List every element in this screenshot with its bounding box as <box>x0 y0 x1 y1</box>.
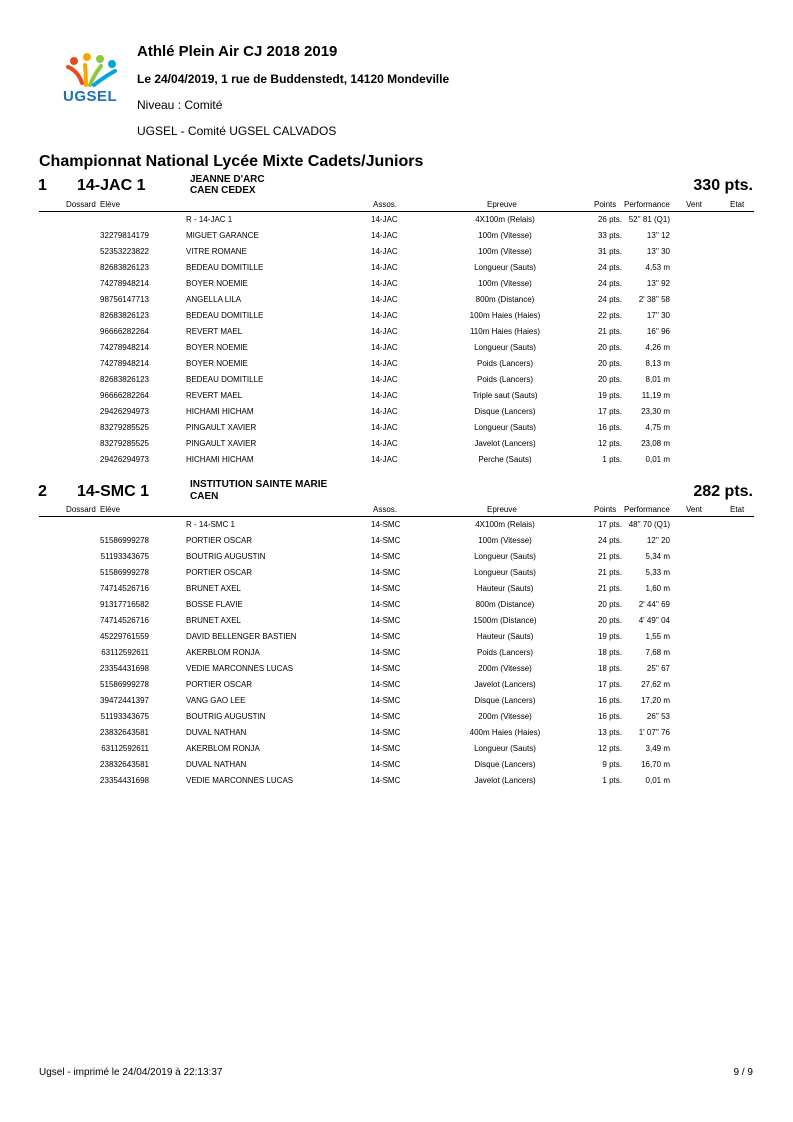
cell-dossard: 51193343675 <box>100 552 149 561</box>
cell-eleve: PINGAULT XAVIER <box>186 439 257 448</box>
cell-eleve: PORTIER OSCAR <box>186 568 253 577</box>
cell-eleve: R - 14-SMC 1 <box>186 520 235 529</box>
cell-points: 17 pts. <box>597 680 622 689</box>
table-row <box>0 436 793 452</box>
cell-points: 17 pts. <box>597 407 622 416</box>
cell-dossard: 51193343675 <box>100 712 149 721</box>
page-title: Athlé Plein Air CJ 2018 2019 <box>137 43 338 60</box>
cell-dossard: 82683826123 <box>100 311 149 320</box>
cell-eleve: PINGAULT XAVIER <box>186 423 257 432</box>
cell-eleve: BOYER NOEMIE <box>186 343 248 352</box>
cell-epreuve: Javelot (Lancers) <box>474 680 536 689</box>
cell-assos: 14-JAC <box>371 423 398 432</box>
table-row <box>0 597 793 613</box>
cell-points: 20 pts. <box>597 359 622 368</box>
cell-points: 20 pts. <box>597 616 622 625</box>
cell-eleve: BOYER NOEMIE <box>186 359 248 368</box>
cell-eleve: BEDEAU DOMITILLE <box>186 311 264 320</box>
cell-points: 24 pts. <box>597 536 622 545</box>
cell-dossard: 82683826123 <box>100 375 149 384</box>
cell-assos: 14-SMC <box>371 648 401 657</box>
table-row <box>0 661 793 677</box>
table-row <box>0 340 793 356</box>
cell-epreuve: 100m (Vitesse) <box>478 247 532 256</box>
cell-performance: 27,62 m <box>641 680 670 689</box>
cell-eleve: DUVAL NATHAN <box>186 728 247 737</box>
cell-epreuve: 100m (Vitesse) <box>478 231 532 240</box>
table-row <box>0 741 793 757</box>
cell-epreuve: Javelot (Lancers) <box>474 776 536 785</box>
table-row <box>0 629 793 645</box>
cell-epreuve: Longueur (Sauts) <box>474 263 536 272</box>
cell-performance: 2' 44'' 69 <box>638 600 670 609</box>
cell-eleve: R - 14-JAC 1 <box>186 215 233 224</box>
cell-points: 21 pts. <box>597 584 622 593</box>
team-rank: 2 <box>38 483 47 500</box>
col-epreuve: Epreuve <box>487 505 517 514</box>
cell-points: 19 pts. <box>597 632 622 641</box>
cell-performance: 4,26 m <box>645 343 670 352</box>
cell-points: 21 pts. <box>597 568 622 577</box>
cell-eleve: AKERBLOM RONJA <box>186 648 260 657</box>
table-row <box>0 725 793 741</box>
cell-assos: 14-SMC <box>371 744 401 753</box>
col-assos: Assos. <box>373 505 398 514</box>
cell-dossard: 51586999278 <box>100 536 149 545</box>
table-row <box>0 549 793 565</box>
table-row <box>0 212 793 228</box>
table-row <box>0 613 793 629</box>
col-eleve: Elève <box>100 505 121 514</box>
cell-dossard: 74278948214 <box>100 359 149 368</box>
team-points: 282 pts. <box>693 483 753 500</box>
cell-dossard: 23354431698 <box>100 664 149 673</box>
col-points: Points <box>594 505 617 514</box>
cell-performance: 5,33 m <box>645 568 670 577</box>
results-table <box>0 517 793 789</box>
col-etat: Etat <box>730 505 745 514</box>
cell-eleve: MIGUET GARANCE <box>186 231 259 240</box>
team-name-line2: CAEN <box>190 491 219 502</box>
cell-performance: 8,01 m <box>645 375 670 384</box>
cell-performance: 16,70 m <box>641 760 670 769</box>
print-timestamp: Ugsel - imprimé le 24/04/2019 à 22:13:37 <box>39 1067 223 1078</box>
cell-dossard: 63112592611 <box>101 648 149 657</box>
cell-assos: 14-JAC <box>371 455 398 464</box>
table-row <box>0 356 793 372</box>
team-name-line2: CAEN CEDEX <box>190 185 256 196</box>
cell-epreuve: Poids (Lancers) <box>476 359 534 368</box>
cell-points: 24 pts. <box>597 279 622 288</box>
team-code: 14-JAC 1 <box>77 177 146 194</box>
cell-epreuve: 4X100m (Relais) <box>475 215 535 224</box>
logo-text: UGSEL <box>63 88 118 105</box>
cell-eleve: VEDIE MARCONNES LUCAS <box>186 664 294 673</box>
cell-epreuve: Longueur (Sauts) <box>474 568 536 577</box>
cell-points: 1 pts. <box>602 776 622 785</box>
cell-dossard: 74278948214 <box>100 343 149 352</box>
table-row <box>0 517 793 533</box>
cell-points: 20 pts. <box>597 600 622 609</box>
cell-eleve: ANGELLA LILA <box>186 295 242 304</box>
cell-assos: 14-SMC <box>371 728 401 737</box>
cell-dossard: 29426294973 <box>100 455 149 464</box>
cell-dossard: 96666282264 <box>100 391 149 400</box>
cell-dossard: 74714526716 <box>100 584 149 593</box>
team-name-line1: JEANNE D'ARC <box>190 174 265 185</box>
cell-assos: 14-SMC <box>371 776 401 785</box>
table-row <box>0 308 793 324</box>
cell-performance: 17,20 m <box>641 696 670 705</box>
cell-epreuve: 400m Haies (Haies) <box>469 728 541 737</box>
cell-assos: 14-SMC <box>371 712 401 721</box>
cell-performance: 5,34 m <box>645 552 670 561</box>
results-table <box>0 212 793 468</box>
cell-eleve: HICHAMI HICHAM <box>186 407 254 416</box>
cell-points: 1 pts. <box>602 455 622 464</box>
cell-points: 33 pts. <box>597 231 622 240</box>
table-row <box>0 645 793 661</box>
cell-eleve: BOSSE FLAVIE <box>186 600 243 609</box>
cell-assos: 14-SMC <box>371 568 401 577</box>
table-row <box>0 276 793 292</box>
cell-performance: 2' 38'' 58 <box>638 295 670 304</box>
cell-eleve: BOUTRIG AUGUSTIN <box>186 552 266 561</box>
cell-points: 20 pts. <box>597 343 622 352</box>
cell-assos: 14-JAC <box>371 343 398 352</box>
table-row <box>0 324 793 340</box>
cell-performance: 4' 49'' 04 <box>638 616 670 625</box>
cell-epreuve: Hauteur (Sauts) <box>476 584 534 593</box>
cell-epreuve: 100m (Vitesse) <box>478 279 532 288</box>
table-row <box>0 757 793 773</box>
col-dossard: Dossard <box>66 505 96 514</box>
cell-eleve: VANG GAO LEE <box>186 696 246 705</box>
table-row <box>0 709 793 725</box>
table-row <box>0 533 793 549</box>
cell-dossard: 96666282264 <box>100 327 149 336</box>
cell-eleve: BRUNET AXEL <box>186 584 241 593</box>
cell-epreuve: 100m Haies (Haies) <box>469 311 541 320</box>
table-row <box>0 773 793 789</box>
cell-assos: 14-JAC <box>371 247 398 256</box>
team-code: 14-SMC 1 <box>77 483 150 500</box>
event-date-location: Le 24/04/2019, 1 rue de Buddenstedt, 14120 Mondeville <box>137 72 450 86</box>
cell-points: 18 pts. <box>597 664 622 673</box>
cell-performance: 7,68 m <box>645 648 670 657</box>
cell-performance: 23,30 m <box>641 407 670 416</box>
cell-dossard: 32279814179 <box>100 231 149 240</box>
cell-assos: 14-JAC <box>371 231 398 240</box>
cell-epreuve: 800m (Distance) <box>475 295 535 304</box>
cell-assos: 14-SMC <box>371 584 401 593</box>
cell-dossard: 29426294973 <box>100 407 149 416</box>
cell-performance: 0,01 m <box>645 776 670 785</box>
col-etat: Etat <box>730 200 745 209</box>
cell-epreuve: Disque (Lancers) <box>474 407 536 416</box>
cell-performance: 8,13 m <box>645 359 670 368</box>
cell-points: 19 pts. <box>597 391 622 400</box>
cell-points: 24 pts. <box>597 295 622 304</box>
col-performance: Performance <box>624 200 670 209</box>
cell-dossard: 74278948214 <box>100 279 149 288</box>
cell-dossard: 83279285525 <box>100 423 149 432</box>
cell-eleve: BOYER NOEMIE <box>186 279 248 288</box>
cell-epreuve: 200m (Vitesse) <box>478 664 532 673</box>
cell-performance: 13'' 92 <box>646 279 670 288</box>
col-assos: Assos. <box>373 200 398 209</box>
cell-epreuve: 200m (Vitesse) <box>478 712 532 721</box>
cell-points: 22 pts. <box>597 311 622 320</box>
table-row <box>0 372 793 388</box>
cell-eleve: DAVID BELLENGER BASTIEN <box>186 632 297 641</box>
cell-assos: 14-JAC <box>371 279 398 288</box>
cell-dossard: 23832643581 <box>100 728 149 737</box>
cell-dossard: 51586999278 <box>100 568 149 577</box>
cell-assos: 14-SMC <box>371 664 401 673</box>
cell-dossard: 23832643581 <box>100 760 149 769</box>
col-performance: Performance <box>624 505 670 514</box>
cell-assos: 14-JAC <box>371 295 398 304</box>
cell-eleve: REVERT MAEL <box>186 327 243 336</box>
cell-points: 13 pts. <box>597 728 622 737</box>
team-points: 330 pts. <box>693 177 753 194</box>
cell-epreuve: Longueur (Sauts) <box>474 552 536 561</box>
cell-performance: 1,55 m <box>645 632 670 641</box>
cell-points: 21 pts. <box>597 327 622 336</box>
cell-epreuve: Hauteur (Sauts) <box>476 632 534 641</box>
table-row <box>0 677 793 693</box>
cell-eleve: VEDIE MARCONNES LUCAS <box>186 776 294 785</box>
cell-performance: 17'' 30 <box>646 311 670 320</box>
cell-performance: 13'' 12 <box>646 231 670 240</box>
col-vent: Vent <box>686 200 703 209</box>
cell-epreuve: Triple saut (Sauts) <box>472 391 538 400</box>
cell-assos: 14-SMC <box>371 680 401 689</box>
table-row <box>0 404 793 420</box>
cell-assos: 14-SMC <box>371 632 401 641</box>
cell-assos: 14-JAC <box>371 407 398 416</box>
organisation-label: UGSEL - Comité UGSEL CALVADOS <box>137 124 337 138</box>
cell-eleve: AKERBLOM RONJA <box>186 744 260 753</box>
cell-points: 16 pts. <box>597 423 622 432</box>
cell-performance: 16'' 96 <box>646 327 670 336</box>
cell-dossard: 82683826123 <box>100 263 149 272</box>
cell-epreuve: Poids (Lancers) <box>476 648 534 657</box>
col-eleve: Elève <box>100 200 121 209</box>
cell-points: 16 pts. <box>597 696 622 705</box>
cell-assos: 14-SMC <box>371 520 401 529</box>
cell-epreuve: Disque (Lancers) <box>474 760 536 769</box>
cell-eleve: BEDEAU DOMITILLE <box>186 375 264 384</box>
cell-assos: 14-SMC <box>371 552 401 561</box>
cell-assos: 14-JAC <box>371 391 398 400</box>
cell-assos: 14-JAC <box>371 311 398 320</box>
cell-assos: 14-JAC <box>371 359 398 368</box>
col-points: Points <box>594 200 617 209</box>
cell-dossard: 45229761559 <box>100 632 149 641</box>
cell-epreuve: 4X100m (Relais) <box>475 520 535 529</box>
cell-eleve: PORTIER OSCAR <box>186 680 253 689</box>
cell-performance: 13'' 30 <box>646 247 670 256</box>
cell-dossard: 83279285525 <box>100 439 149 448</box>
cell-assos: 14-SMC <box>371 760 401 769</box>
cell-points: 26 pts. <box>597 215 622 224</box>
table-row <box>0 260 793 276</box>
cell-points: 12 pts. <box>597 744 622 753</box>
cell-performance: 3,49 m <box>645 744 670 753</box>
table-row <box>0 693 793 709</box>
cell-dossard: 51586999278 <box>100 680 149 689</box>
cell-performance: 25'' 67 <box>646 664 670 673</box>
cell-performance: 4,53 m <box>645 263 670 272</box>
cell-epreuve: Longueur (Sauts) <box>474 423 536 432</box>
table-row <box>0 292 793 308</box>
page-number: 9 / 9 <box>733 1067 753 1078</box>
cell-eleve: BOUTRIG AUGUSTIN <box>186 712 266 721</box>
cell-points: 16 pts. <box>597 712 622 721</box>
cell-points: 31 pts. <box>597 247 622 256</box>
cell-performance: 52'' 81 (Q1) <box>628 215 670 224</box>
cell-assos: 14-JAC <box>371 327 398 336</box>
cell-dossard: 23354431698 <box>100 776 149 785</box>
cell-epreuve: 110m Haies (Haies) <box>469 327 541 336</box>
cell-epreuve: 100m (Vitesse) <box>478 536 532 545</box>
cell-performance: 1' 07'' 76 <box>638 728 670 737</box>
cell-eleve: VITRE ROMANE <box>186 247 247 256</box>
table-row <box>0 565 793 581</box>
cell-epreuve: 800m (Distance) <box>475 600 535 609</box>
cell-assos: 14-JAC <box>371 375 398 384</box>
cell-epreuve: Disque (Lancers) <box>474 696 536 705</box>
cell-dossard: 52353223822 <box>100 247 149 256</box>
cell-performance: 11,19 m <box>641 391 670 400</box>
table-row <box>0 228 793 244</box>
cell-epreuve: 1500m (Distance) <box>473 616 537 625</box>
table-row <box>0 452 793 468</box>
cell-epreuve: Javelot (Lancers) <box>474 439 536 448</box>
cell-performance: 1,60 m <box>645 584 670 593</box>
cell-epreuve: Perche (Sauts) <box>478 455 532 464</box>
table-row <box>0 581 793 597</box>
cell-dossard: 91317716582 <box>100 600 149 609</box>
cell-dossard: 39472441397 <box>100 696 149 705</box>
cell-epreuve: Longueur (Sauts) <box>474 343 536 352</box>
cell-dossard: 74714526716 <box>100 616 149 625</box>
cell-points: 9 pts. <box>602 760 622 769</box>
cell-points: 17 pts. <box>597 520 622 529</box>
cell-performance: 23,08 m <box>641 439 670 448</box>
cell-eleve: DUVAL NATHAN <box>186 760 247 769</box>
col-epreuve: Epreuve <box>487 200 517 209</box>
table-row <box>0 420 793 436</box>
cell-assos: 14-SMC <box>371 616 401 625</box>
cell-performance: 12'' 20 <box>646 536 670 545</box>
cell-assos: 14-JAC <box>371 263 398 272</box>
cell-dossard: 98756147713 <box>100 295 149 304</box>
team-rank: 1 <box>38 177 47 194</box>
team-name-line1: INSTITUTION SAINTE MARIE <box>190 479 328 490</box>
cell-eleve: HICHAMI HICHAM <box>186 455 254 464</box>
cell-assos: 14-SMC <box>371 536 401 545</box>
cell-assos: 14-JAC <box>371 439 398 448</box>
cell-performance: 0,01 m <box>645 455 670 464</box>
cell-points: 20 pts. <box>597 375 622 384</box>
championship-title: Championnat National Lycée Mixte Cadets/Juniors <box>39 153 424 170</box>
cell-eleve: REVERT MAEL <box>186 391 243 400</box>
col-dossard: Dossard <box>66 200 96 209</box>
cell-points: 24 pts. <box>597 263 622 272</box>
col-vent: Vent <box>686 505 703 514</box>
cell-performance: 26'' 53 <box>646 712 670 721</box>
cell-assos: 14-JAC <box>371 215 398 224</box>
cell-performance: 4,75 m <box>645 423 670 432</box>
cell-assos: 14-SMC <box>371 696 401 705</box>
cell-points: 12 pts. <box>597 439 622 448</box>
cell-eleve: PORTIER OSCAR <box>186 536 253 545</box>
cell-assos: 14-SMC <box>371 600 401 609</box>
table-row <box>0 388 793 404</box>
cell-epreuve: Longueur (Sauts) <box>474 744 536 753</box>
cell-performance: 48'' 70 (Q1) <box>628 520 670 529</box>
cell-points: 18 pts. <box>597 648 622 657</box>
cell-points: 21 pts. <box>597 552 622 561</box>
cell-epreuve: Poids (Lancers) <box>476 375 534 384</box>
cell-dossard: 63112592611 <box>101 744 149 753</box>
level-label: Niveau : Comité <box>137 98 223 112</box>
cell-eleve: BRUNET AXEL <box>186 616 241 625</box>
cell-eleve: BEDEAU DOMITILLE <box>186 263 264 272</box>
table-row <box>0 244 793 260</box>
